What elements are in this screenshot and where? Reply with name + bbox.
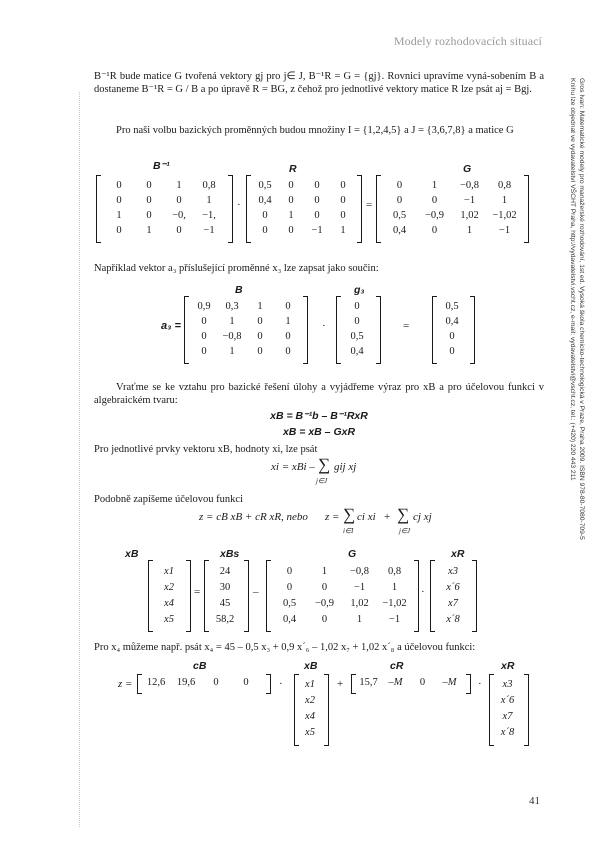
matrix-cell: 0: [257, 316, 263, 327]
label-xb: xB: [304, 660, 318, 672]
side-copyright-note: [566, 78, 586, 548]
paragraph-6: Podobně zapíšeme účelovou funkci: [94, 494, 243, 505]
matrix-cell: 0: [449, 331, 455, 342]
margin-dotted-rule: [79, 92, 80, 827]
equals-sign: =: [194, 586, 201, 598]
matrix-cell: 1: [229, 316, 235, 327]
matrix-cell: 0,8: [497, 180, 512, 191]
matrix-cell: −1: [353, 582, 366, 593]
matrix-cell: 0: [321, 582, 328, 593]
matrix-cell: 1: [285, 316, 291, 327]
eq5-under2: j∈J: [399, 527, 411, 535]
sum-symbol: ∑: [343, 505, 356, 524]
paragraph-1: B⁻¹R bude matice G tvořená vektory gj pro j∈ J, B⁻¹R = G = {gj}. Rovnici upravíme vyná-sobením B a dostaneme B⁻¹R = G / B a po úpravě R = BG, z čehož pro jednotlivé vektory matice R lze psát aj = Bgj.: [94, 71, 544, 95]
matrix-cell: 0: [449, 346, 455, 357]
matrix-cell: 0,8: [387, 566, 402, 577]
matrix-cell: 0: [314, 210, 320, 221]
matrix-cell: 0: [176, 225, 182, 236]
matrix-cell: 0,4: [445, 316, 459, 327]
label-r: R: [289, 163, 297, 175]
eq5-left: z = cB xB + cR xR, nebo: [199, 511, 308, 523]
eq5-under1: i∈I: [343, 527, 354, 535]
row-vector-cell: 0: [213, 677, 219, 688]
matrix-cell: 1: [146, 225, 152, 236]
matrix-cell: 0: [431, 195, 438, 206]
dot-operator: ·: [421, 586, 425, 598]
matrix-cell: −1,02: [382, 598, 407, 609]
row-vector-cell: 0: [243, 677, 249, 688]
bracket-right: [524, 175, 529, 243]
matrix-cell: 1: [288, 210, 294, 221]
matrix-cell: 0: [314, 180, 320, 191]
label-xr: xR: [501, 660, 515, 672]
matrix-cell: 0: [314, 195, 320, 206]
bracket-right: [414, 560, 419, 632]
matrix-cell: −1: [463, 195, 476, 206]
matrix-cell: −1,: [202, 210, 216, 221]
bracket-right: [266, 674, 271, 694]
eq5-rhs-lhs: z =: [325, 511, 340, 523]
bracket-right: [244, 560, 249, 632]
matrix-cell: 0: [116, 195, 122, 206]
matrix-cell: 0,4: [392, 225, 407, 236]
matrix-cell: 1: [431, 180, 438, 191]
matrix-cell: 0: [176, 195, 182, 206]
matrix-cell: 0: [201, 316, 207, 327]
matrix-cell: 1: [229, 346, 235, 357]
matrix-cell: 0: [288, 225, 294, 236]
bracket-right: [524, 674, 529, 746]
matrix-cell: 0: [146, 195, 152, 206]
eq4-lhs: xi = xBi –: [271, 461, 315, 473]
matrix-cell: 0: [396, 180, 403, 191]
page-number: 41: [529, 795, 540, 807]
label-xbs: xBs: [220, 548, 240, 560]
matrix-cell: 0: [354, 316, 360, 327]
matrix-cell: 1: [501, 195, 508, 206]
bracket-left: [376, 175, 381, 243]
matrix-cell: −0,8: [349, 566, 370, 577]
paragraph-7: Pro x₄ můžeme např. psát x₄ = 45 – 0,5 x₃ + 0,9 x´₆ – 1,02 x₇ + 1,02 x´₈ a účelovou funkci:: [94, 642, 476, 653]
matrix-cell: −0,8: [222, 331, 242, 342]
matrix-cell: 0: [262, 225, 268, 236]
label-xr: xR: [451, 548, 465, 560]
matrix-cell: 0: [288, 195, 294, 206]
matrix-cell: 45: [219, 598, 231, 609]
label-g3: g₃: [354, 284, 365, 296]
paragraph-4: Vraťme se ke vztahu pro bazické řešení úlohy a vyjádřeme výraz pro xB a pro účelovou funkci v algebraickém tvaru:: [94, 382, 544, 406]
row-vector-cell: 12,6: [146, 677, 166, 688]
eq4-term: gij xj: [334, 461, 357, 473]
matrix-cell: 0,8: [202, 180, 216, 191]
matrix-cell: x1: [164, 566, 174, 577]
bracket-right: [228, 175, 233, 243]
matrix-cell: −1: [498, 225, 511, 236]
matrix-cell: −0,8: [459, 180, 480, 191]
matrix-cell: x5: [164, 614, 174, 625]
bracket-right: [357, 175, 362, 243]
matrix-cell: 0,9: [197, 301, 211, 312]
matrix-cell: 0: [262, 210, 268, 221]
matrix-cell: x3: [448, 566, 458, 577]
matrix-cell: x1: [305, 679, 315, 690]
paragraph-3: Například vektor a₃ příslušející proměnné x₃ lze zapsat jako součin:: [94, 263, 379, 274]
bracket-right: [376, 296, 381, 364]
bracket-right: [472, 560, 477, 632]
label-xb: xB: [125, 548, 139, 560]
matrix-cell: −0,9: [424, 210, 445, 221]
matrix-cell: 30: [219, 582, 231, 593]
label-cb: cB: [193, 660, 207, 672]
matrix-cell: 1: [206, 195, 212, 206]
matrix-cell: 0,3: [225, 301, 239, 312]
matrix-cell: 1: [340, 225, 346, 236]
label-binv: B⁻¹: [153, 160, 170, 172]
bracket-right: [324, 674, 329, 746]
matrix-cell: 0,5: [282, 598, 297, 609]
label-cr: cR: [390, 660, 404, 672]
matrix-cell: 1: [176, 180, 182, 191]
equals-sign: =: [403, 320, 410, 332]
matrix-cell: 0,5: [258, 180, 272, 191]
dot-operator: ·: [322, 320, 326, 332]
plus-sign: +: [337, 678, 344, 690]
bracket-right: [466, 674, 471, 694]
matrix-cell: 24: [219, 566, 231, 577]
matrix-cell: 0: [286, 582, 293, 593]
dot-operator: ·: [478, 678, 482, 690]
matrix-cell: 0: [354, 301, 360, 312]
row-vector-cell: 19,6: [176, 677, 196, 688]
bracket-left: [96, 175, 101, 243]
matrix-cell: 0: [201, 346, 207, 357]
matrix-cell: 0: [257, 331, 263, 342]
label-g: G: [348, 548, 357, 560]
label-g: G: [463, 163, 472, 175]
label-b: B: [235, 284, 243, 296]
matrix-cell: x5: [305, 727, 315, 738]
matrix-cell: 0: [285, 331, 291, 342]
matrix-cell: 1: [356, 614, 363, 625]
matrix-cell: −1,02: [492, 210, 517, 221]
bracket-left: [266, 560, 271, 632]
matrix-cell: x7: [448, 598, 458, 609]
row-vector-cell: –M: [442, 677, 457, 688]
matrix-cell: 0: [396, 195, 403, 206]
matrix-cell: 0,5: [445, 301, 459, 312]
minus-sign: –: [253, 586, 259, 598]
matrix-cell: 0: [340, 180, 346, 191]
matrix-cell: 0: [116, 180, 122, 191]
matrix-cell: 0: [146, 180, 152, 191]
matrix-cell: 58,2: [215, 614, 235, 625]
matrix-cell: x7: [502, 711, 513, 722]
equation-xb-1: xB = B⁻¹b – B⁻¹RxR: [270, 410, 368, 422]
matrix-cell: 0: [201, 331, 207, 342]
matrix-cell: −1: [388, 614, 401, 625]
matrix-cell: 0,4: [350, 346, 364, 357]
sum-symbol: ∑: [397, 505, 410, 524]
matrix-cell: x3: [502, 679, 513, 690]
bracket-right: [470, 296, 475, 364]
row-vector-cell: 0: [419, 677, 426, 688]
row-vector-cell: 15,7: [359, 677, 378, 688]
bracket-right: [303, 296, 308, 364]
matrix-cell: 0: [288, 180, 294, 191]
equation-xb-2: xB = xB – GxR: [282, 426, 356, 438]
matrix-cell: 0: [340, 195, 346, 206]
matrix-cell: 0: [286, 566, 293, 577]
matrix-cell: 0: [321, 614, 328, 625]
matrix-cell: x2: [164, 582, 174, 593]
row-vector-cell: –M: [388, 677, 403, 688]
eq5-term1: ci xi: [357, 511, 376, 523]
eq5-term2: cj xj: [413, 511, 432, 523]
matrix-cell: 1: [116, 210, 122, 221]
matrix-cell: 1: [391, 582, 398, 593]
bracket-right: [186, 560, 191, 632]
matrix-cell: −0,: [172, 210, 186, 221]
matrix-cell: 1: [466, 225, 473, 236]
side-note-line-1: Gros Ivan: Matematické modely pro manažerské rozhodování, 1st ed. Vysoká škola chemicko-technologická v Praze, Praha 2009. ISBN 978-80-7080-709-5: [578, 78, 585, 540]
bracket-left: [246, 175, 251, 243]
matrix-cell: x´6: [500, 695, 515, 706]
eq4-under: j∈J: [316, 477, 328, 485]
matrix-cell: 0: [285, 301, 291, 312]
matrix-cell: 0: [340, 210, 346, 221]
matrix-cell: 0: [431, 225, 438, 236]
lhs-a3: a₃ =: [161, 320, 181, 332]
matrix-cell: x4: [305, 711, 315, 722]
matrix-cell: 0,4: [258, 195, 272, 206]
matrix-cell: 0,5: [350, 331, 364, 342]
equals-sign: =: [366, 199, 373, 211]
matrix-cell: x2: [305, 695, 315, 706]
matrix-cell: x´8: [500, 727, 515, 738]
matrix-cell: 0: [257, 346, 263, 357]
matrix-cell: 1,02: [460, 210, 479, 221]
side-note-line-2: Knihu lze objednat ve vydavatelství VŠCHT Praha, http://vydavatelstvi.vscht.cz, e-mail: vydavatelstvi@vscht.cz, tel.: (+420) 220 443 211: [569, 78, 576, 481]
matrix-cell: 1: [257, 301, 263, 312]
matrix-cell: −1: [311, 225, 323, 236]
plus-sign: +: [384, 511, 391, 523]
dot-operator: ·: [237, 199, 241, 211]
matrix-cell: 0: [146, 210, 152, 221]
matrix-cell: −1: [203, 225, 215, 236]
bracket-left: [430, 560, 435, 632]
matrix-cell: 1: [321, 566, 328, 577]
dot-operator: ·: [279, 678, 283, 690]
matrix-cell: 0,4: [282, 614, 297, 625]
matrix-cell: x4: [164, 598, 174, 609]
paragraph-2: Pro naši volbu bazických proměnných budou množiny I = {1,2,4,5} a J = {3,6,7,8} a matice G: [116, 125, 514, 136]
matrix-cell: 1,02: [350, 598, 369, 609]
matrix-cell: −0,9: [314, 598, 335, 609]
matrix-cell: 0: [285, 346, 291, 357]
matrix-cell: 0: [116, 225, 122, 236]
sum-symbol: ∑: [318, 455, 331, 474]
eq7-lhs: z =: [118, 678, 133, 690]
matrix-cell: x´8: [446, 614, 460, 625]
matrix-cell: x´6: [446, 582, 460, 593]
bracket-left: [148, 560, 153, 632]
matrix-cell: 0,5: [392, 210, 407, 221]
running-header: Modely rozhodovacích situací: [393, 34, 542, 48]
bracket-left: [184, 296, 189, 364]
paragraph-5: Pro jednotlivé prvky vektoru xB, hodnoty xi, lze psát: [94, 444, 318, 455]
